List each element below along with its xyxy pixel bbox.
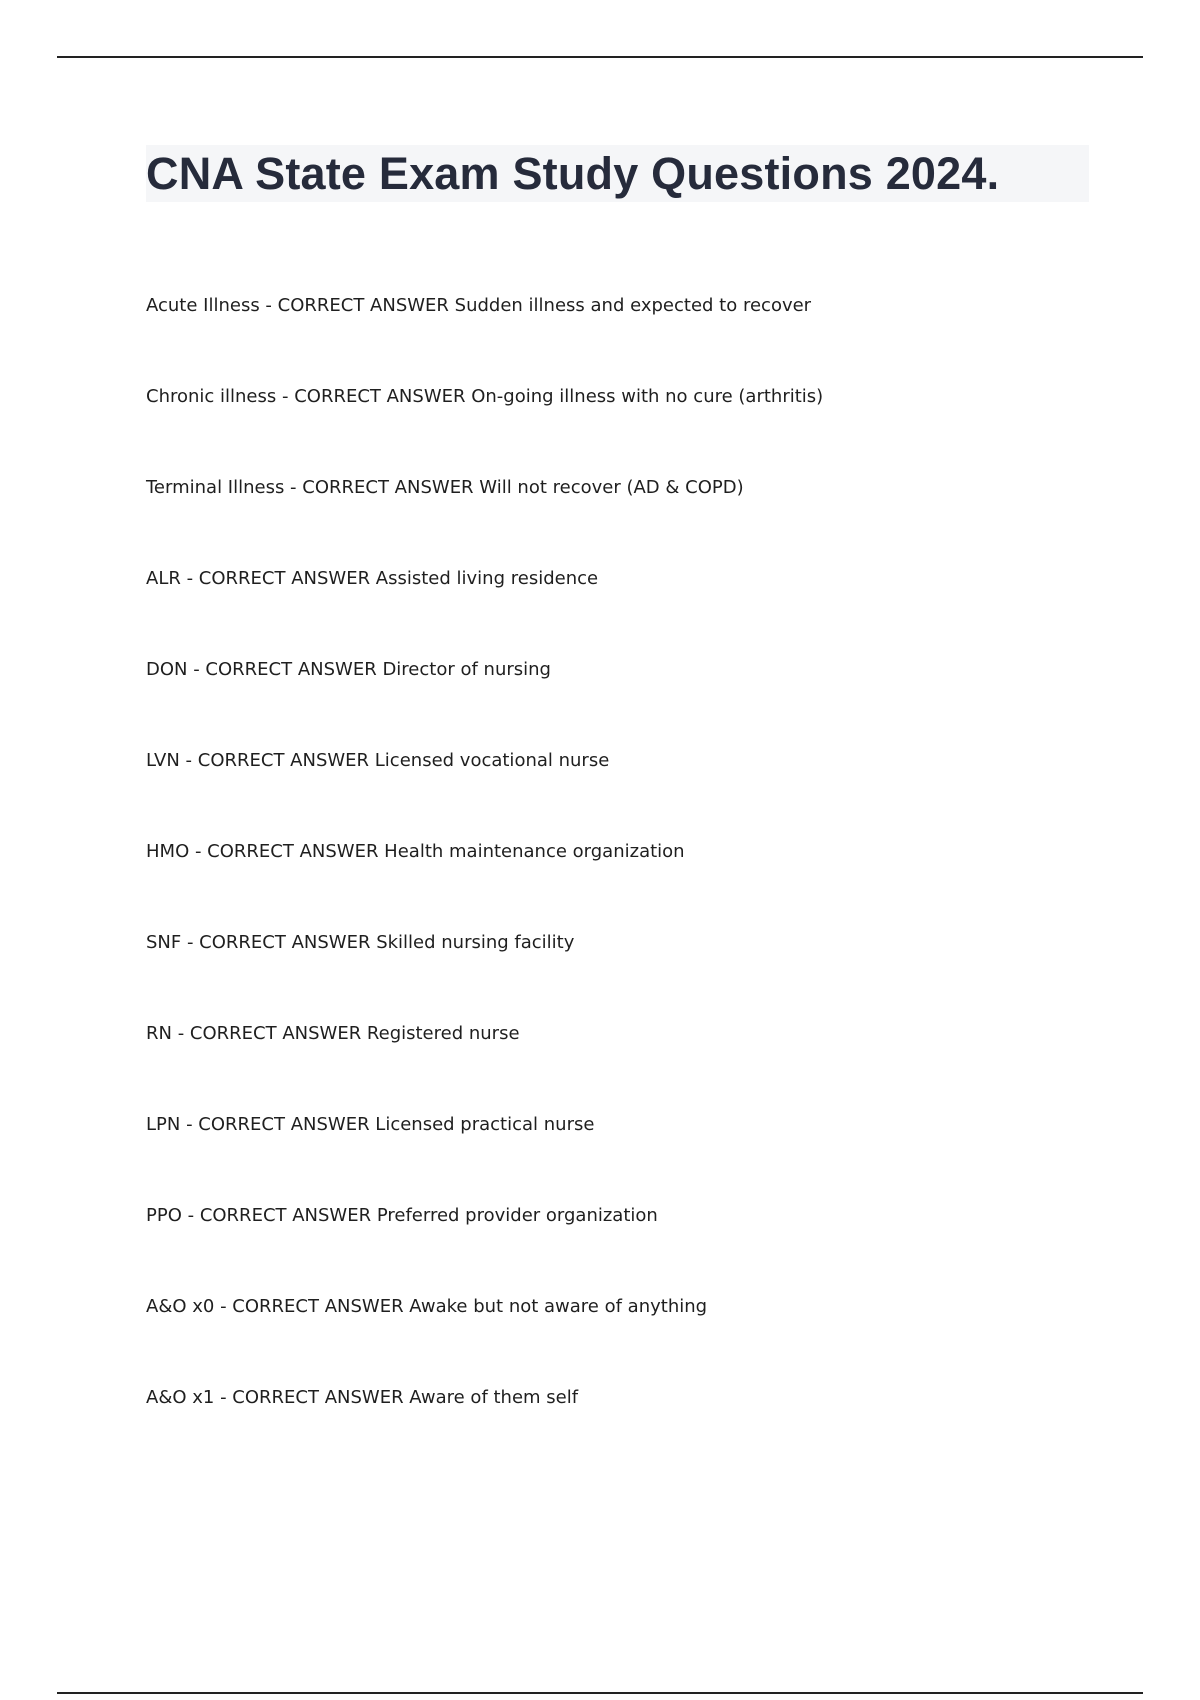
qa-item-lpn: LPN - CORRECT ANSWER Licensed practical nurse xyxy=(146,1114,595,1135)
document-title: CNA State Exam Study Questions 2024. xyxy=(146,148,1000,199)
qa-item-alr: ALR - CORRECT ANSWER Assisted living residence xyxy=(146,568,599,589)
qa-item-rn: RN - CORRECT ANSWER Registered nurse xyxy=(146,1023,520,1044)
qa-item-ao-x1: A&O x1 - CORRECT ANSWER Aware of them self xyxy=(146,1387,579,1408)
qa-item-ao-x0: A&O x0 - CORRECT ANSWER Awake but not aware of anything xyxy=(146,1296,708,1317)
qa-item-don: DON - CORRECT ANSWER Director of nursing xyxy=(146,659,551,680)
header-rule xyxy=(57,56,1143,58)
title-highlight xyxy=(146,145,1089,202)
qa-item-hmo: HMO - CORRECT ANSWER Health maintenance organization xyxy=(146,841,685,862)
qa-item-lvn: LVN - CORRECT ANSWER Licensed vocational nurse xyxy=(146,750,610,771)
footer-rule xyxy=(57,1692,1143,1694)
qa-item-terminal-illness: Terminal Illness - CORRECT ANSWER Will not recover (AD & COPD) xyxy=(146,477,744,498)
qa-item-ppo: PPO - CORRECT ANSWER Preferred provider organization xyxy=(146,1205,658,1226)
qa-item-chronic-illness: Chronic illness - CORRECT ANSWER On-going illness with no cure (arthritis) xyxy=(146,386,824,407)
qa-item-snf: SNF - CORRECT ANSWER Skilled nursing facility xyxy=(146,932,575,953)
qa-item-acute-illness: Acute Illness - CORRECT ANSWER Sudden illness and expected to recover xyxy=(146,295,812,316)
qa-list xyxy=(146,290,1096,1473)
